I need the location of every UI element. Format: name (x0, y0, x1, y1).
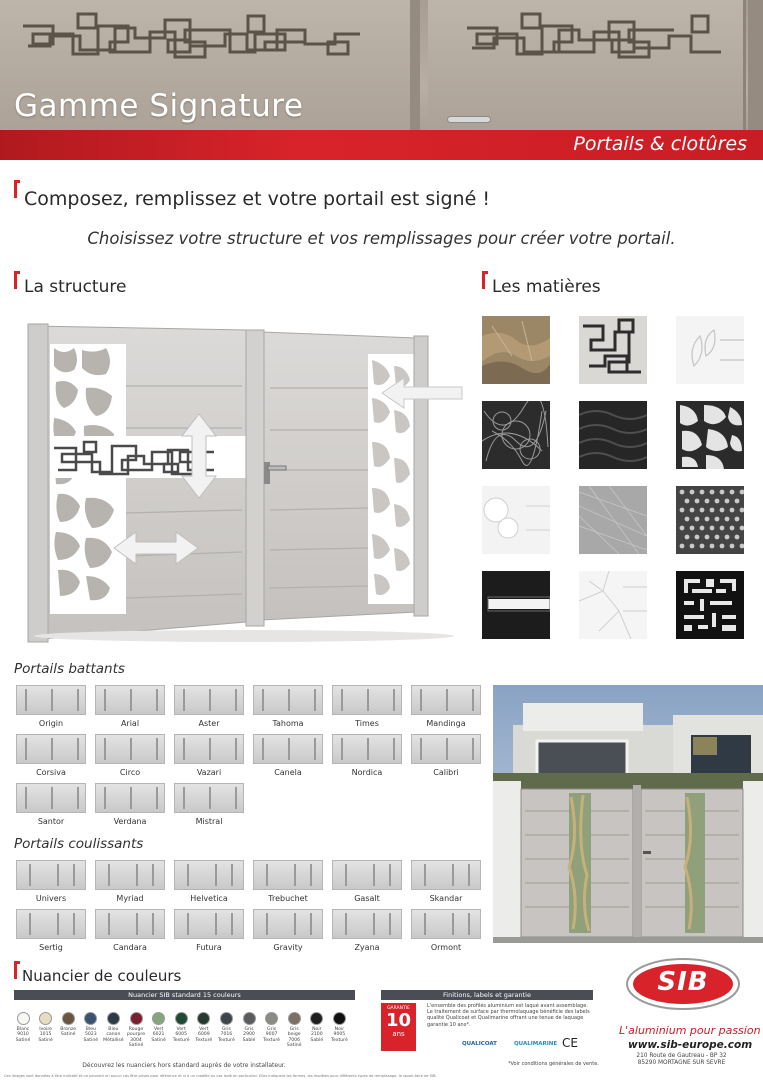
gate-model-image (332, 860, 402, 890)
color-swatch[interactable] (214, 1012, 238, 1043)
gate-model-thumb[interactable] (332, 685, 402, 728)
color-name: Gris (244, 1027, 254, 1032)
color-name: 9005 (333, 1032, 346, 1038)
legal-footer: Ces images sont données à titre indicatif et ne peuvent en aucun cas être prises pour référence et ni à un modèle ou cas isolé en particulier. Elles indiquent les formes, les modèles pour différents types de remplissage, le savoir-faire de SIB. (4, 1074, 437, 1078)
hero-subtitle: Portails & clotûres (573, 133, 747, 155)
finitions-bar: Finitions, labels et garantie (381, 990, 593, 1000)
hero-title: Gamme Signature (14, 88, 304, 124)
gate-post (410, 0, 420, 130)
color-name: Satiné (83, 1037, 99, 1043)
color-name: 1015 (39, 1032, 52, 1038)
gate-model-thumb[interactable] (411, 909, 481, 952)
color-name: Texturé (217, 1037, 235, 1043)
gate-model-image (16, 783, 86, 813)
color-swatch[interactable] (79, 1012, 103, 1043)
color-name: Texturé (195, 1037, 213, 1043)
gate-model-name: Times (355, 719, 379, 728)
material-cell-cutout[interactable] (676, 401, 744, 469)
gate-model-thumb[interactable] (16, 909, 86, 952)
hero-banner (0, 0, 763, 160)
color-name: canon (106, 1032, 121, 1038)
gate-model-image (411, 734, 481, 764)
color-name: 9010 (17, 1032, 29, 1038)
gate-model-image (411, 860, 481, 890)
material-maze-cutout[interactable] (676, 571, 744, 639)
gate-model-thumb[interactable] (174, 783, 244, 826)
color-swatch[interactable] (260, 1012, 284, 1043)
material-square-cutout[interactable] (579, 316, 647, 384)
gate-model-image (411, 909, 481, 939)
color-swatch[interactable] (34, 1012, 58, 1043)
color-dot (243, 1012, 256, 1025)
gate-model-thumb[interactable] (253, 909, 323, 952)
color-dot (62, 1012, 75, 1025)
gate-model-image (95, 860, 165, 890)
section-title-structure: La structure (24, 277, 127, 297)
door-handle (447, 116, 491, 123)
color-dot (310, 1012, 323, 1025)
vertical-arrow-icon (180, 412, 218, 500)
color-name: Gris (289, 1027, 299, 1032)
address-line-1: 210 Route de Gautreau - BP 32 (636, 1053, 727, 1059)
gate-model-thumb[interactable] (332, 909, 402, 952)
color-name: Vert (199, 1027, 209, 1032)
gate-model-thumb[interactable] (95, 685, 165, 728)
color-name: Bleu (85, 1027, 96, 1032)
gate-model-name: Futura (196, 943, 222, 952)
gate-model-name: Helvetica (190, 894, 228, 903)
color-swatch[interactable] (169, 1012, 193, 1043)
gate-model-thumb[interactable] (332, 734, 402, 777)
brand-address (600, 1053, 763, 1067)
color-dot (197, 1012, 210, 1025)
gate-model-name: Ormont (430, 943, 462, 952)
square-pattern-right (462, 6, 742, 66)
color-dot (220, 1012, 233, 1025)
material-brushed-metal[interactable] (579, 486, 647, 554)
color-name: beige (287, 1032, 301, 1038)
gate-model-image (174, 860, 244, 890)
coulissants-title: Portails coulissants (14, 836, 144, 852)
color-name: Gris (221, 1027, 231, 1032)
color-swatch[interactable] (327, 1012, 351, 1043)
gate-model-name: Corsiva (36, 768, 66, 777)
gate-model-name: Origin (38, 719, 64, 728)
color-name: Métallisé (103, 1037, 124, 1043)
gate-model-name: Myriad (116, 894, 144, 903)
material-circle-relief[interactable] (482, 486, 550, 554)
color-name: Texturé (330, 1037, 348, 1043)
color-swatch[interactable] (124, 1012, 148, 1049)
gate-model-name: Santor (37, 817, 65, 826)
material-led-strip[interactable] (482, 571, 550, 639)
color-dot (84, 1012, 97, 1025)
gate-model-name: Nordica (351, 768, 383, 777)
nuancier-note: Découvrez les nuanciers hors standard auprès de votre installateur. (82, 1062, 286, 1069)
gate-model-thumb[interactable] (411, 685, 481, 728)
label-qualimarine: QUALIMARINE (514, 1041, 558, 1047)
house-gate-photo (493, 685, 763, 943)
gate-model-name: Aster (198, 719, 220, 728)
bracket-icon (482, 271, 488, 289)
gate-model-thumb[interactable] (174, 860, 244, 903)
gate-model-name: Mandinga (426, 719, 466, 728)
gate-model-name: Calibri (433, 768, 459, 777)
color-name: Satiné (38, 1037, 53, 1043)
color-dot (39, 1012, 52, 1025)
gate-model-thumb[interactable] (95, 734, 165, 777)
gate-model-image (332, 909, 402, 939)
sib-logo-text: SIB (657, 967, 709, 997)
gate-model-thumb[interactable] (253, 685, 323, 728)
gate-post-right (748, 0, 763, 130)
color-dot (107, 1012, 120, 1025)
color-swatch[interactable] (147, 1012, 171, 1043)
gate-model-name: Mistral (195, 817, 223, 826)
color-name: 6021 (152, 1032, 165, 1038)
color-name: Satiné (286, 1043, 302, 1049)
bracket-icon (14, 180, 20, 198)
gate-model-name: Gravity (273, 943, 303, 952)
color-name: 2900 (243, 1032, 255, 1038)
gate-model-image (95, 685, 165, 715)
color-swatch[interactable] (56, 1012, 80, 1038)
gate-model-thumb[interactable] (174, 734, 244, 777)
material-dark-wave[interactable] (579, 401, 647, 469)
gate-model-name: Zyana (354, 943, 380, 952)
gate-model-image (253, 860, 323, 890)
color-name: Noir (334, 1027, 345, 1032)
color-swatch[interactable] (11, 1012, 35, 1043)
bracket-icon (14, 271, 20, 289)
color-name: Satiné (128, 1043, 144, 1049)
gate-model-image (174, 783, 244, 813)
pointer-arrow-icon (380, 376, 464, 410)
gate-model-image (16, 909, 86, 939)
material-scribble-wire[interactable] (482, 401, 550, 469)
page-subheadline: Choisissez votre structure et vos remplissages pour créer votre portail. (87, 229, 676, 248)
color-name: Bleu (108, 1027, 119, 1032)
gate-model-name: Verdana (113, 817, 147, 826)
gate-model-thumb[interactable] (16, 860, 86, 903)
square-pattern-left (18, 6, 403, 66)
color-dot (288, 1012, 301, 1025)
color-dot (265, 1012, 278, 1025)
color-name: 5023 (84, 1032, 97, 1038)
color-name: Vert (153, 1027, 164, 1032)
gate-model-thumb[interactable] (174, 909, 244, 952)
color-name: Texturé (263, 1037, 280, 1043)
gate-model-thumb[interactable] (95, 783, 165, 826)
gate-model-image (16, 685, 86, 715)
color-name: 7016 (220, 1032, 233, 1038)
color-name: Satiné (151, 1037, 166, 1043)
color-dot (333, 1012, 346, 1025)
color-name: 6005 (175, 1032, 188, 1038)
color-swatch[interactable] (101, 1012, 125, 1043)
color-dot (17, 1012, 30, 1025)
gate-model-image (253, 734, 323, 764)
gate-model-thumb[interactable] (16, 685, 86, 728)
material-shard-relief[interactable] (579, 571, 647, 639)
gate-model-image (16, 734, 86, 764)
bracket-icon (14, 961, 20, 979)
material-perforated-dots[interactable] (676, 486, 744, 554)
color-swatch[interactable] (237, 1012, 261, 1043)
color-swatch[interactable] (192, 1012, 216, 1043)
color-swatch[interactable] (305, 1012, 329, 1043)
color-dot (130, 1012, 143, 1025)
gate-model-thumb[interactable] (95, 860, 165, 903)
gate-model-image (174, 909, 244, 939)
color-name: 2100 (310, 1032, 323, 1038)
label-qualicoat: QUALICOAT (462, 1041, 497, 1047)
gate-model-image (332, 685, 402, 715)
brand-website-link[interactable]: www.sib-europe.com (628, 1039, 753, 1051)
gate-model-thumb[interactable] (253, 734, 323, 777)
conditions-note: *Voir conditions générales de vente. (508, 1061, 599, 1067)
battants-title: Portails battants (14, 661, 125, 677)
material-slate-stone[interactable] (482, 316, 550, 384)
nuancier-bar: Nuancier SIB standard 15 couleurs (14, 990, 355, 1000)
color-name: Gris (267, 1027, 277, 1032)
gate-model-name: Candara (113, 943, 147, 952)
color-name: Satiné (60, 1032, 76, 1038)
gate-model-thumb[interactable] (95, 909, 165, 952)
page-headline: Composez, remplissez et votre portail est signé ! (24, 188, 490, 210)
gate-model-name: Vazari (196, 768, 222, 777)
color-name: 6009 (197, 1032, 210, 1038)
brand-slogan: L'aluminium pour passion (619, 1024, 761, 1037)
label-ce: CE (562, 1036, 578, 1050)
gate-model-image (95, 734, 165, 764)
gate-model-image (95, 783, 165, 813)
color-name: 7006 (288, 1037, 301, 1043)
color-dot (175, 1012, 188, 1025)
gate-model-image (411, 685, 481, 715)
gate-model-image (253, 909, 323, 939)
color-name: Noir (312, 1027, 322, 1032)
gate-model-thumb[interactable] (411, 860, 481, 903)
guarantee-label: GARANTIE (387, 1006, 410, 1011)
gate-model-thumb[interactable] (174, 685, 244, 728)
gate-model-name: Circo (119, 768, 141, 777)
gate-model-thumb[interactable] (16, 783, 86, 826)
address-line-2: 85290 MORTAGNE SUR SEVRE (637, 1060, 726, 1066)
gate-illustration (14, 318, 464, 648)
color-name: Satiné (15, 1037, 31, 1043)
gate-model-image (332, 734, 402, 764)
color-name: Texturé (172, 1037, 190, 1043)
gate-model-name: Tahoma (272, 719, 304, 728)
color-name: Ivoire (39, 1027, 52, 1032)
guarantee-badge (381, 1003, 416, 1051)
gate-model-image (253, 685, 323, 715)
color-name: Sablé (242, 1037, 256, 1043)
gate-model-name: Gasalt (354, 894, 380, 903)
gate-model-thumb[interactable] (332, 860, 402, 903)
material-leaf-relief[interactable] (676, 316, 744, 384)
color-name: Vert (176, 1027, 186, 1032)
gate-model-name: Skandar (429, 894, 463, 903)
gate-model-name: Univers (35, 894, 67, 903)
gate-model-image (16, 860, 86, 890)
color-name: Blanc (16, 1027, 30, 1032)
gate-model-image (174, 685, 244, 715)
color-name: Bronze (60, 1027, 77, 1032)
color-name: Sablé (310, 1037, 324, 1043)
color-dot (152, 1012, 165, 1025)
finitions-text: L'ensemble des profilés aluminium est laqué avant assemblage. Le traitement de surface par thermolaquage bénéficie des labels qualité Qualicoat et Qualimarine offrant une tenue de laquage garantie 10 ans*. (427, 1003, 590, 1028)
gate-model-image (95, 909, 165, 939)
gate-model-thumb[interactable] (253, 860, 323, 903)
gate-model-name: Sertig (39, 943, 63, 952)
gate-model-name: Trebuchet (268, 894, 308, 903)
color-swatch[interactable] (282, 1012, 306, 1049)
color-name: 9007 (265, 1032, 278, 1038)
color-name: 3004 (130, 1037, 142, 1043)
section-title-matieres: Les matières (492, 277, 601, 297)
color-name: Rouge (128, 1027, 144, 1032)
nuancier-title: Nuancier de couleurs (22, 967, 182, 985)
guarantee-years: 10 (385, 1010, 412, 1031)
gate-model-name: Canela (274, 768, 302, 777)
gate-model-thumb[interactable] (16, 734, 86, 777)
horizontal-arrow-icon (112, 530, 200, 566)
guarantee-unit: ans (392, 1030, 405, 1038)
color-name: pourpre (126, 1032, 146, 1038)
gate-model-name: Arial (120, 719, 140, 728)
gate-model-thumb[interactable] (411, 734, 481, 777)
gate-model-image (174, 734, 244, 764)
